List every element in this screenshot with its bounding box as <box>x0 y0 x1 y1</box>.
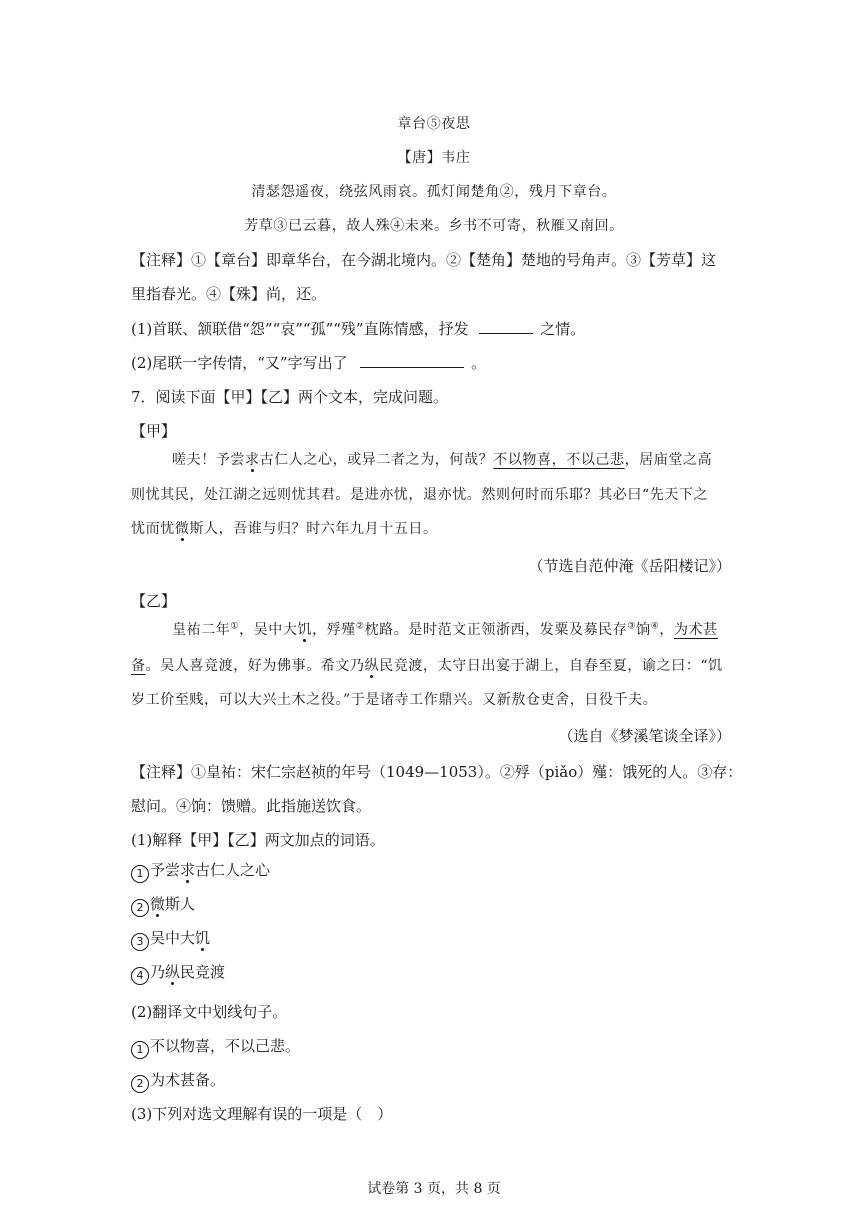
footnote-mark: ④ <box>650 621 660 632</box>
text-span: 乃 <box>150 963 166 981</box>
poem-notes-line-2: 里指春光。④【殊】尚，还。 <box>131 285 327 303</box>
text-span: ，殍殣 <box>312 622 356 638</box>
underlined-sentence: 为术甚 <box>673 622 718 638</box>
text-span: 嗟夫！予尝 <box>172 452 245 468</box>
text-span: 民竞渡，太守日出宴于湖上，自春至夏，谕之曰：“饥 <box>379 658 723 674</box>
dotted-word: 饥 <box>195 929 211 947</box>
dotted-word: 微 <box>150 895 166 913</box>
sub-question-2-item <box>131 1070 225 1093</box>
item-number: 1 <box>131 865 149 883</box>
dotted-word: 求 <box>180 861 196 879</box>
sub-question-2-prompt: (2)翻译文中划线句子。 <box>131 1003 288 1021</box>
text-span: ，吴中大 <box>239 622 298 638</box>
answer-blank <box>360 353 464 368</box>
text-span: 不以物喜，不以己悲。 <box>150 1037 301 1055</box>
text-span: 饷 <box>636 622 651 638</box>
sub-question-2-item <box>131 1036 300 1059</box>
text-span: 斯人，吾谁与归？时六年九月十五日。 <box>189 521 438 537</box>
text-span: 吴中大 <box>150 929 196 947</box>
text-span: ，居庙堂之高 <box>624 452 713 468</box>
text-span: ， <box>659 622 674 638</box>
item-number: 2 <box>131 899 149 917</box>
item-number: 4 <box>131 967 149 985</box>
dotted-word: 饥 <box>297 622 313 638</box>
yi-source: （选自《梦溪笔谈全译》） <box>558 727 731 745</box>
item-number: 3 <box>131 933 149 951</box>
yi-notes-line-2: 慰问。④饷：馈赠。此指施送饮食。 <box>131 797 372 815</box>
footnote-mark: ③ <box>627 621 637 632</box>
jia-paragraph-line-1 <box>172 450 712 470</box>
footnote-mark: ① <box>230 621 240 632</box>
jia-paragraph-line-2: 则忧其民，处江湖之远则忧其君。是进亦忧，退亦忧。然则何时而乐耶？其必曰“先天下之 <box>131 487 709 503</box>
footnote-mark: ② <box>355 621 365 632</box>
item-number: 1 <box>131 1041 149 1059</box>
yi-paragraph-line-3: 岁工价至贱，可以大兴土木之役。”于是诸寺工作鼎兴。又新敖仓吏舍，日役千夫。 <box>131 692 658 708</box>
dotted-word: 纵 <box>165 963 181 981</box>
sub-question-1-item <box>131 860 270 883</box>
jia-paragraph-line-3 <box>131 519 438 539</box>
sub-question-1-item <box>131 928 210 951</box>
text-span: 予尝 <box>150 861 181 879</box>
yi-notes-line-1: 【注释】①皇祐：宋仁宗赵祯的年号（1049—1053）。②殍（piǎo）殣：饿死的人。③存： <box>131 763 743 781</box>
sub-question-1-prompt: (1)解释【甲】【乙】两文加点的词语。 <box>131 831 385 849</box>
poem-line-2: 芳草③已云暮，故人殊④未来。乡书不可寄，秋雁又南回。 <box>244 218 624 234</box>
text-span: 古仁人之心，或异二者之为，何哉？ <box>259 452 494 468</box>
poem-title: 章台⑤夜思 <box>397 116 471 132</box>
q7-intro: 7．阅读下面【甲】【乙】两个文本，完成问题。 <box>131 388 449 406</box>
text-span: 忧而忧 <box>131 521 175 537</box>
jia-source: （节选自范仲淹《岳阳楼记》） <box>528 557 731 575</box>
yi-paragraph-line-1 <box>172 620 718 640</box>
text-span: 斯人 <box>165 895 196 913</box>
poem-notes-line-1: 【注释】①【章台】即章华台，在今湖北境内。②【楚角】楚地的号角声。③【芳草】这 <box>131 251 717 269</box>
yi-label: 【乙】 <box>131 592 177 610</box>
underlined-sentence: 备 <box>131 658 146 674</box>
sub-question-3-prompt: (3)下列对选文理解有误的一项是（ ） <box>131 1105 393 1123</box>
text-span: 。吴人喜竞渡，好为佛事。希文乃 <box>145 658 365 674</box>
poem-question-1 <box>131 319 585 339</box>
sub-question-1-item <box>131 894 195 917</box>
text-span: 古仁人之心 <box>195 861 271 879</box>
item-number: 2 <box>131 1075 149 1093</box>
text-span: 枕路。是时范文正领浙西，发粟及募民存 <box>364 622 628 638</box>
dotted-word: 纵 <box>364 658 380 674</box>
answer-blank <box>479 319 533 334</box>
underlined-sentence: 不以物喜，不以己悲 <box>493 452 625 468</box>
text-span: 为术甚备。 <box>150 1071 226 1089</box>
sub-question-1-item <box>131 962 225 985</box>
question-text: (1)首联、颔联借“怨”“哀”“孤”“残”直陈情感，抒发 <box>131 320 469 338</box>
dotted-word: 微 <box>174 521 190 537</box>
question-text: 之情。 <box>540 320 586 338</box>
question-text: (2)尾联一字传情，“又”字写出了 <box>131 354 348 372</box>
jia-label: 【甲】 <box>131 422 177 440</box>
page-footer: 试卷第 3 页，共 8 页 <box>367 1181 501 1197</box>
poem-author: 【唐】韦庄 <box>397 150 471 166</box>
poem-question-2 <box>131 353 486 373</box>
question-text: 。 <box>471 354 487 372</box>
text-span: 皇祐二年 <box>172 622 231 638</box>
text-span: 民竞渡 <box>180 963 226 981</box>
yi-paragraph-line-2 <box>131 656 723 676</box>
dotted-word: 求 <box>245 452 260 468</box>
poem-line-1: 清瑟怨遥夜，绕弦风雨哀。孤灯闻楚角②，残月下章台。 <box>251 184 617 200</box>
